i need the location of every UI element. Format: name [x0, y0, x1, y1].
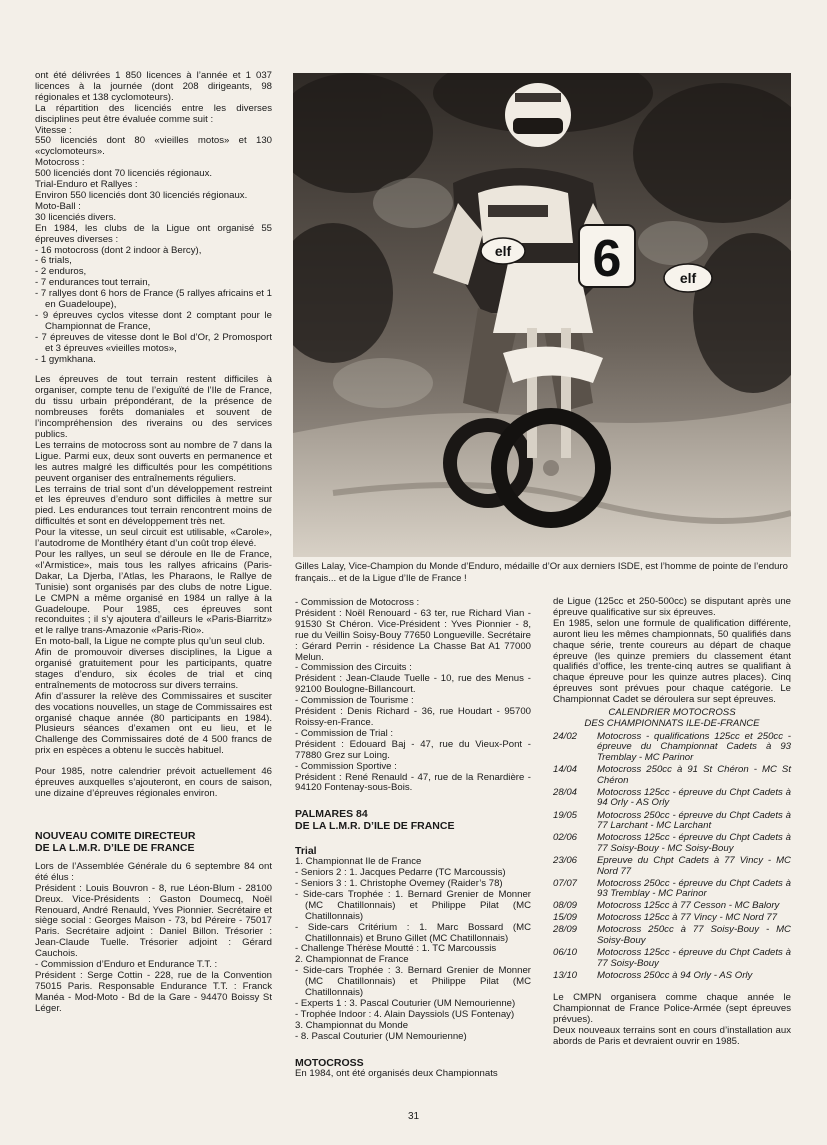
- palmares-line: - Side-cars Trophée : 3. Bernard Grenier de Monner (MC Chatillonnais) et Philippe Pilat (MC Chatillonnais): [295, 965, 531, 999]
- calendar-event: Motocross 125cc - épreuve du Chpt Cadets à 94 Orly - AS Orly: [597, 786, 791, 809]
- calendar-row: [553, 948, 791, 971]
- calendar-event: Epreuve du Chpt Cadets à 77 Vincy - MC Nord 77: [597, 854, 791, 877]
- calendar-date: 19/05: [553, 809, 578, 821]
- body-paragraph: Pour 1985, notre calendrier prévoit actuellement 46 épreuves auxquelles s’ajouteront, en cours de saison, une dizaine d’épreuves régionales environ.: [35, 766, 272, 799]
- palmares-line: - Seniors 3 : 1. Christophe Ovemey (Raider’s 78): [295, 878, 503, 890]
- commission-line: - Commission Sportive :: [295, 760, 397, 772]
- calendar-row: [553, 971, 791, 983]
- calendar-event: Motocross 125cc à 77 Cesson - MC Balory: [597, 900, 780, 912]
- page-number: 31: [407, 1111, 420, 1122]
- calendar-event: Motocross - qualifications 125cc et 250cc - épreuve du Championnat Cadets à 93 Tremblay - MC Parinor: [597, 730, 791, 764]
- calendar-event: Motocross 125cc à 77 Vincy - MC Nord 77: [597, 912, 778, 924]
- comite-paragraph: - Commission d’Enduro et Endurance T.T. :: [35, 959, 218, 971]
- commission-line: Président : René Renauld - 47, rue de la Renardière - 94120 Fontenay-sous-Bois.: [295, 771, 531, 794]
- body-paragraph: Pour la vitesse, un seul circuit est utilisable, «Carole», l’autodrome de Montlhéry étant d’un coût trop élevé.: [35, 527, 272, 550]
- body-paragraph: Les épreuves de tout terrain restent difficiles à organiser, compte tenu de l’exiguïté de l’Ile de France, du tissu urbain prépondérant, de la présence de nombreuses forêts domaniales et souvent de l’incompréhension des riverains ou des services publics.: [35, 374, 272, 440]
- calendar-event: Motocross 125cc - épreuve du Chpt Cadets à 77 Soisy-Bouy - MC Soisy-Bouy: [597, 832, 791, 854]
- enduro-rider-photo: [293, 73, 791, 557]
- palmares-line: 1. Championnat Ile de France: [295, 856, 422, 868]
- palmares-line: 3. Championnat du Monde: [295, 1019, 409, 1031]
- event-list-item: - 6 trials,: [35, 255, 72, 267]
- calendar-date: 24/02: [553, 730, 578, 742]
- stat-line: 30 licenciés divers.: [35, 211, 117, 223]
- calendar-event: Motocross 250cc à 77 Soisy-Bouy - MC Soisy-Bouy: [597, 924, 791, 947]
- calendar-row: [553, 856, 791, 879]
- calendar-row: [553, 732, 791, 765]
- calendar-row: [553, 833, 791, 856]
- body-paragraph: de Ligue (125cc et 250-500cc) se disputant après une épreuve qualificative sur six épreuves.: [553, 596, 791, 618]
- palmares-line: - Seniors 2 : 1. Jacques Pedarre (TC Marcoussis): [295, 867, 506, 879]
- calendar-date: 14/04: [553, 764, 578, 776]
- calendar-event: Motocross 250cc à 91 St Chéron - MC St Chéron: [597, 764, 791, 786]
- motocross-heading: MOTOCROSS: [295, 1056, 364, 1069]
- stat-line: 550 licenciés dont 80 «vieilles motos» et 130 «cyclomoteurs».: [35, 135, 272, 158]
- calendar-date: 23/06: [553, 854, 578, 866]
- palmares-heading-sub: DE LA L.M.R. D’ILE DE FRANCE: [295, 820, 455, 833]
- palmares-line: - Side-cars Trophée : 1. Bernard Grenier de Monner (MC Chatillonnais) et Philippe Pilat (MC Chatillonnais): [295, 888, 531, 922]
- body-paragraph: Le CMPN organisera comme chaque année le Championnat de France Police-Armée (sept épreuves prévues).: [553, 991, 791, 1025]
- comite-paragraph: Lors de l’Assemblée Générale du 6 septembre 84 ont été élus :: [35, 860, 272, 883]
- calendar-event: Motocross 250cc à 94 Orly - AS Orly: [597, 969, 753, 981]
- comite-paragraph: Président : Serge Cottin - 228, rue de la Convention 75015 Paris. Responsable Endurance T.T. : Franck Manéa - Mod-Moto - Bd de la Gare - 94470 Boissy St Léger.: [35, 969, 272, 1014]
- palmares-line: - Experts 1 : 3. Pascal Couturier (UM Nemourienne): [295, 998, 516, 1009]
- palmares-line: 2. Championnat de France: [295, 954, 409, 966]
- commission-line: Président : Jean-Claude Tuelle - 10, rue des Menus - 92100 Boulogne-Billancourt.: [295, 673, 531, 696]
- palmares-line: - Challenge Thérèse Moutté : 1. TC Marcoussis: [295, 943, 497, 955]
- photo-illustration: [293, 73, 791, 557]
- calendar-date: 13/10: [553, 969, 578, 981]
- palmares-line: - Trophée Indoor : 4. Alain Dayssiols (US Fontenay): [295, 1008, 515, 1020]
- calendar-event: Motocross 125cc - épreuve du Chpt Cadets à 77 Soisy-Bouy: [597, 947, 791, 969]
- column-right: [553, 597, 791, 1047]
- body-paragraph: Afin de promouvoir diverses disciplines, la Ligue a organisé gratuitement pour les participants, quatre stages d’enduro, six écoles de trial et cinq entraînements de motocross sur divers terrains.: [35, 647, 272, 691]
- calendar-heading: CALENDRIER MOTOCROSS: [608, 707, 736, 719]
- calendar-table: [553, 732, 791, 983]
- commission-line: - Commission de Motocross :: [295, 597, 420, 608]
- commission-line: - Commission de Trial :: [295, 727, 394, 739]
- stat-line: En 1984, les clubs de la Ligue ont organisé 55 épreuves diverses :: [35, 222, 272, 245]
- calendar-date: 06/10: [553, 947, 578, 959]
- event-list-item: - 9 épreuves cyclos vitesse dont 2 comptant pour le Championnat de France,: [35, 309, 272, 332]
- comite-heading-sub: DE LA L.M.R. D’ILE DE FRANCE: [35, 841, 195, 854]
- sponsor-logo-left: elf: [494, 243, 512, 259]
- calendar-date: 15/09: [553, 912, 578, 924]
- calendar-event: Motocross 250cc - épreuve du Chpt Cadets à 77 Larchant - MC Larchant: [597, 809, 791, 832]
- motocross-paragraph: En 1984, ont été organisés deux Championnats: [295, 1067, 498, 1079]
- body-paragraph: Afin d’assurer la relève des Commissaires et susciter des vocations nouvelles, un stage de Commissaires est organisé chaque année (80 participants en 1984). Plusieurs séances d’examen ont eu lieu, et le Challenge des Commissaires doté de 4 500 francs de prix en espèces a obtenu le succès habituel.: [35, 690, 272, 757]
- stat-line: Motocross :: [35, 157, 85, 169]
- calendar-date: 02/06: [553, 832, 578, 844]
- stat-line: Vitesse :: [35, 124, 72, 136]
- calendar-date: 28/09: [553, 924, 578, 936]
- commission-line: Président : Noël Renouard - 63 ter, rue Richard Vian - 91530 St Chéron. Vice-Président : Yves Pionnier - 8, rue du Veillin Soisy-Bouy 77650 Longueville. Secrétaire : Gérard Perrin - résidence La Chasse Bat A1 77000 Melun.: [295, 607, 531, 663]
- calendar-row: [553, 811, 791, 834]
- event-list-item: - 1 gymkhana.: [35, 353, 96, 365]
- body-paragraph: En 1985, selon une formule de qualification différente, auront lieu les mêmes championnats, 50 qualifiés dans chaque série, trente coureurs au départ de chaque épreuve (les quinze premiers du classement étant qualifiés d’office, les trente-cinq autres se qualifiant à chaque épreuve pour les quinze autres places). Cinq épreuves sont prévues pour chaque catégorie. Le Championnat Cadet se déroulera sur sept épreuves.: [553, 617, 791, 706]
- commission-line: - Commission de Tourisme :: [295, 695, 414, 707]
- calendar-row: [553, 925, 791, 948]
- event-list-item: - 2 enduros,: [35, 266, 87, 278]
- event-list-item: - 7 endurances tout terrain,: [35, 277, 151, 289]
- calendar-heading-sub: DES CHAMPIONNATS ILE-DE-FRANCE: [584, 717, 760, 729]
- column-left: [35, 71, 272, 1015]
- event-list-item: - 7 épreuves de vitesse dont le Bol d’Or, 2 Promosport et 3 épreuves «vieilles motos»,: [35, 331, 272, 354]
- repartition-paragraph: La répartition des licenciés entre les diverses disciplines peut être évaluée comme suit :: [35, 102, 272, 125]
- calendar-row: [553, 765, 791, 788]
- commission-line: Président : Denis Richard - 36, rue Houdart - 95700 Roissy-en-France.: [295, 706, 531, 728]
- plate-number: 6: [592, 230, 622, 288]
- calendar-date: 07/07: [553, 877, 578, 889]
- palmares-heading: PALMARES 84: [295, 808, 368, 821]
- body-paragraph: Les terrains de motocross sont au nombre de 7 dans la Ligue. Parmi eux, deux sont ouverts en permanence et les autres malgré les difficultés pour les compétitions peuvent organiser des entraînements réguliers.: [35, 439, 272, 484]
- palmares-line: - 8. Pascal Couturier (UM Nemourienne): [295, 1030, 467, 1042]
- comite-heading: NOUVEAU COMITE DIRECTEUR: [35, 829, 196, 842]
- body-paragraph: Les terrains de trial sont d’un développement restreint et les épreuves d’enduro sont difficiles à mettre sur pied. Les endurances tout terrain rencontrent moins de difficultés et sont en développement très net.: [35, 483, 272, 528]
- event-list-item: - 16 motocross (dont 2 indoor à Bercy),: [35, 244, 202, 256]
- palmares-line: - Side-cars Critérium : 1. Marc Bossard (MC Chatillonnais) et Bruno Gillet (MC Chatillonnais): [295, 921, 531, 944]
- stat-line: Environ 550 licenciés dont 30 licenciés régionaux.: [35, 189, 248, 201]
- body-paragraph: Pour les rallyes, un seul se déroule en Ile de France, «l’Armistice», mais tous les rallyes africains (Paris-Dakar, La Djerba, l’Atlas, les Pharaons, le Rallye de Tunisie) sont organisés par des clubs de notre Ligue. Le CMPN a même organisé en 1984 un rallye à la Guadeloupe. Pour 1985, ces épreuves sont reconduites ; il s’y ajoutera d’ailleurs le «Paris-Biarritz» et le rallye trans-Amazonie «Paris-Rio».: [35, 548, 272, 637]
- calendar-row: [553, 879, 791, 902]
- sponsor-logo-right: elf: [679, 270, 697, 286]
- photo-caption: Gilles Lalay, Vice-Champion du Monde d’Enduro, médaille d’Or aux derniers ISDE, est l’homme de pointe de l’enduro français... et de la Ligue d’Ile de France !: [295, 561, 788, 584]
- column-middle: [295, 598, 531, 1080]
- calendar-date: 28/04: [553, 786, 578, 798]
- intro-paragraph: ont été délivrées 1 850 licences à l’année et 1 037 licences à la journée (dont 208 dirigeants, 98 régionales et 138 cyclomoteurs).: [35, 70, 272, 103]
- calendar-event: Motocross 250cc - épreuve du Chpt Cadets à 93 Tremblay - MC Parinor: [597, 877, 791, 900]
- trial-heading: Trial: [295, 845, 317, 858]
- stat-line: 500 licenciés dont 70 licenciés régionaux.: [35, 168, 213, 180]
- stat-line: Moto-Ball :: [35, 200, 81, 212]
- commission-line: - Commission des Circuits :: [295, 662, 412, 674]
- body-paragraph: Deux nouveaux terrains sont en cours d’installation aux abords de Paris et devraient ouvrir en 1985.: [553, 1024, 791, 1047]
- stat-line: Trial-Enduro et Rallyes :: [35, 179, 138, 191]
- calendar-date: 08/09: [553, 900, 578, 912]
- commission-line: Président : Edouard Baj - 47, rue du Vieux-Pont - 77880 Grez sur Loing.: [295, 738, 531, 761]
- event-list-item: - 7 rallyes dont 6 hors de France (5 rallyes africains et 1 en Guadeloupe),: [35, 288, 272, 311]
- body-paragraph: En moto-ball, la Ligue ne compte plus qu’un seul club.: [35, 636, 265, 648]
- comite-paragraph: Président : Louis Bouvron - 8, rue Léon-Blum - 28100 Dreux. Vice-Présidents : Gaston Doumecq, Noël Renouard, André Renauld, Yves Pionnier. Secrétaire et siège social : Georges Maison - 73, bd Péreire - 75017 Paris. Secrétaire adjoint : Daniel Billon. Trésorier : Jean-Claude Tuelle. Trésorier adjoint : Gérard Cauchois.: [35, 882, 272, 960]
- calendar-row: [553, 788, 791, 811]
